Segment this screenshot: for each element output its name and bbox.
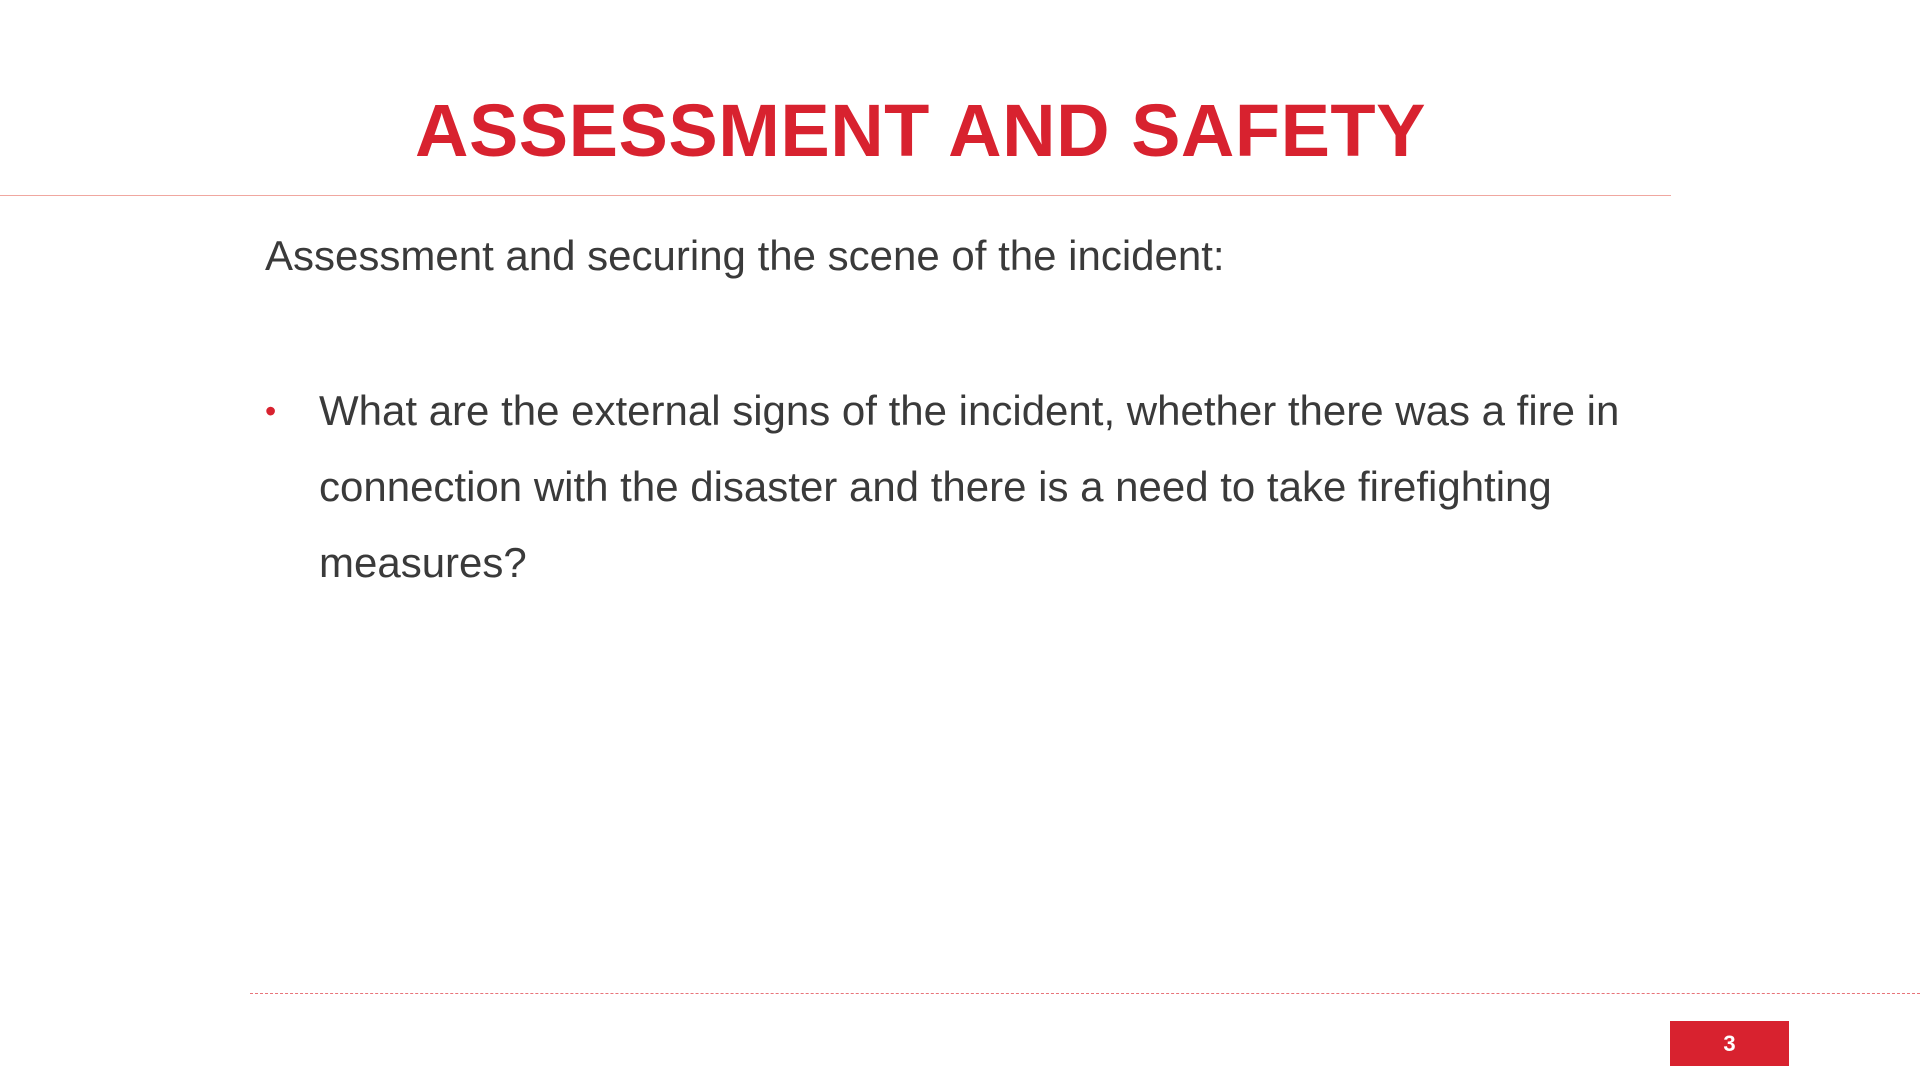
bullet-item	[265, 373, 1665, 601]
footer-divider	[250, 993, 1920, 994]
bullet-list	[265, 373, 1665, 601]
page-number-badge: 3	[1670, 1021, 1789, 1066]
slide-title: ASSESSMENT AND SAFETY	[415, 89, 1426, 172]
bullet-icon: •	[265, 393, 277, 429]
intro-text: Assessment and securing the scene of the incident:	[265, 232, 1225, 279]
bullet-text: What are the external signs of the incident, whether there was a fire in connection with the disaster and there is a need to take firefighting measures?	[319, 387, 1620, 586]
title-divider	[0, 195, 1671, 196]
